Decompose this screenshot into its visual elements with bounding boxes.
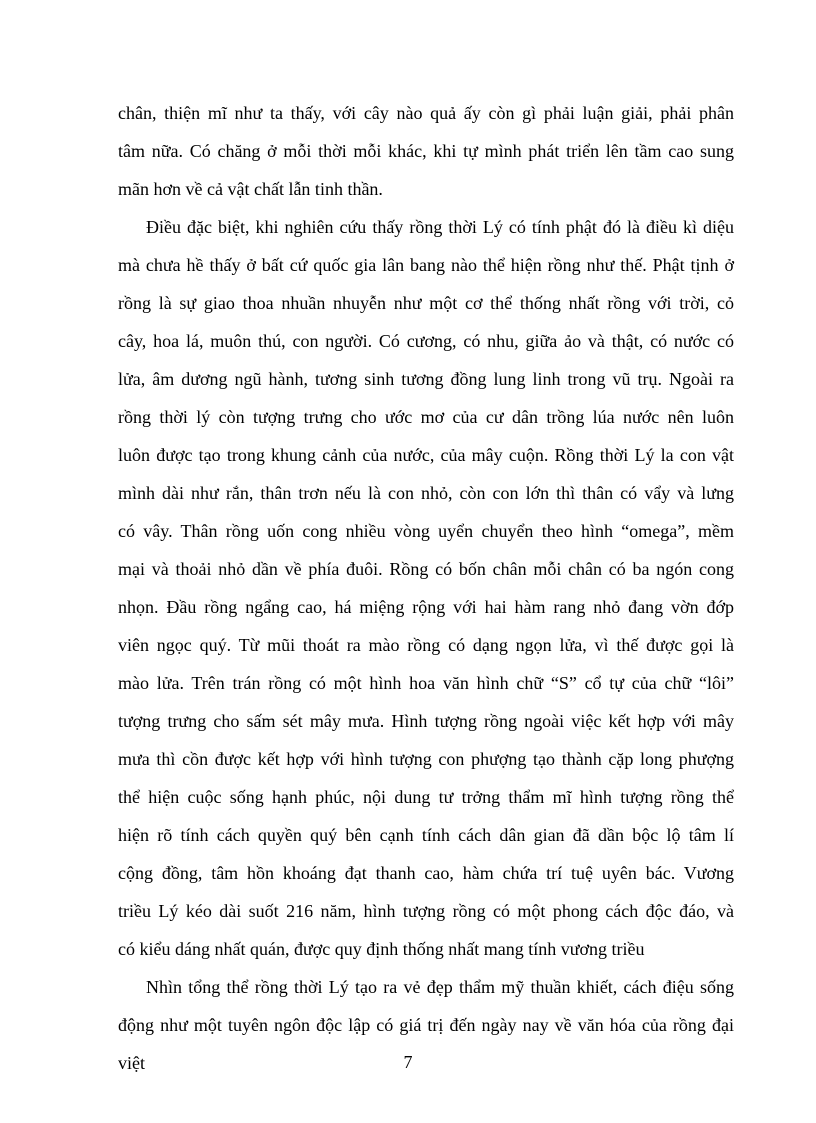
text-line: mại và thoải nhỏ dần về phía đuôi. Rồng có bốn chân mỗi chân có ba ngón cong [118,559,734,579]
text-line: luôn được tạo trong khung cảnh của nước, của mây cuộn. Rồng thời Lý la con vật [118,445,734,465]
body-text [118,94,734,1082]
text-line: mình dài như rắn, thân trơn nếu là con nhỏ, còn con lớn thì thân có vẩy và lưng [118,483,734,503]
text-line: chân, thiện mĩ như ta thấy, với cây nào quả ấy còn gì phải luận giải, phải phân [118,103,734,123]
text-line: mưa thì cồn được kết hợp với hình tượng con phượng tạo thành cặp long phượng [118,749,734,769]
text-line: triều Lý kéo dài suốt 216 năm, hình tượng rồng có một phong cách độc đáo, và [118,901,734,921]
text-line: Điều đặc biệt, khi nghiên cứu thấy rồng thời Lý có tính phật đó là điều kì diệu [146,217,734,237]
text-line: có kiểu dáng nhất quán, được quy định thống nhất mang tính vương triều [118,939,645,959]
text-line: nhọn. Đầu rồng ngẩng cao, há miệng rộng với hai hàm rang nhỏ đang vờn đớp [118,597,734,617]
text-line: tượng trưng cho sấm sét mây mưa. Hình tượng rồng ngoài việc kết hợp với mây [118,711,734,731]
text-line: thể hiện cuộc sống hạnh phúc, nội dung tư trởng thẩm mĩ hình tượng rồng thể [118,787,734,807]
text-line: lửa, âm dương ngũ hành, tương sinh tương đồng lung linh trong vũ trụ. Ngoài ra [118,369,734,389]
text-line: động như một tuyên ngôn độc lập có giá trị đến ngày nay về văn hóa của rồng đại [118,1015,734,1035]
text-line: Nhìn tổng thể rồng thời Lý tạo ra vẻ đẹp thẩm mỹ thuần khiết, cách điệu sống [146,977,734,997]
text-line: rồng thời lý còn tượng trưng cho ước mơ của cư dân trồng lúa nước nên luôn [118,407,734,427]
text-line: viên ngọc quý. Từ mũi thoát ra mào rồng có dạng ngọn lửa, vì thế được gọi là [118,635,734,655]
text-line: có vây. Thân rồng uốn cong nhiều vòng uyển chuyển theo hình “omega”, mềm [118,521,734,541]
text-line: mà chưa hề thấy ở bất cứ quốc gia lân bang nào thể hiện rồng như thế. Phật tịnh ở [118,255,734,275]
text-line: mãn hơn về cả vật chất lẫn tinh thần. [118,179,383,199]
text-line: hiện rõ tính cách quyền quý bên cạnh tính cách dân gian đã dần bộc lộ tâm lí [118,825,734,845]
text-line: cộng đồng, tâm hồn khoáng đạt thanh cao, hàm chứa trí tuệ uyên bác. Vương [118,863,734,883]
text-line: cây, hoa lá, muôn thú, con người. Có cương, có nhu, giữa ảo và thật, có nước có [118,331,734,351]
text-line: việt [118,1053,145,1073]
text-line: tâm nữa. Có chăng ở mỗi thời mỗi khác, khi tự mình phát triển lên tầm cao sung [118,141,734,161]
page-number: 7 [403,1052,413,1072]
text-line: mào lửa. Trên trán rồng có một hình hoa văn hình chữ “S” cổ tự của chữ “lôi” [118,673,734,693]
text-line: rồng là sự giao thoa nhuần nhuyễn như một cơ thể thống nhất rồng với trời, cỏ [118,293,734,313]
